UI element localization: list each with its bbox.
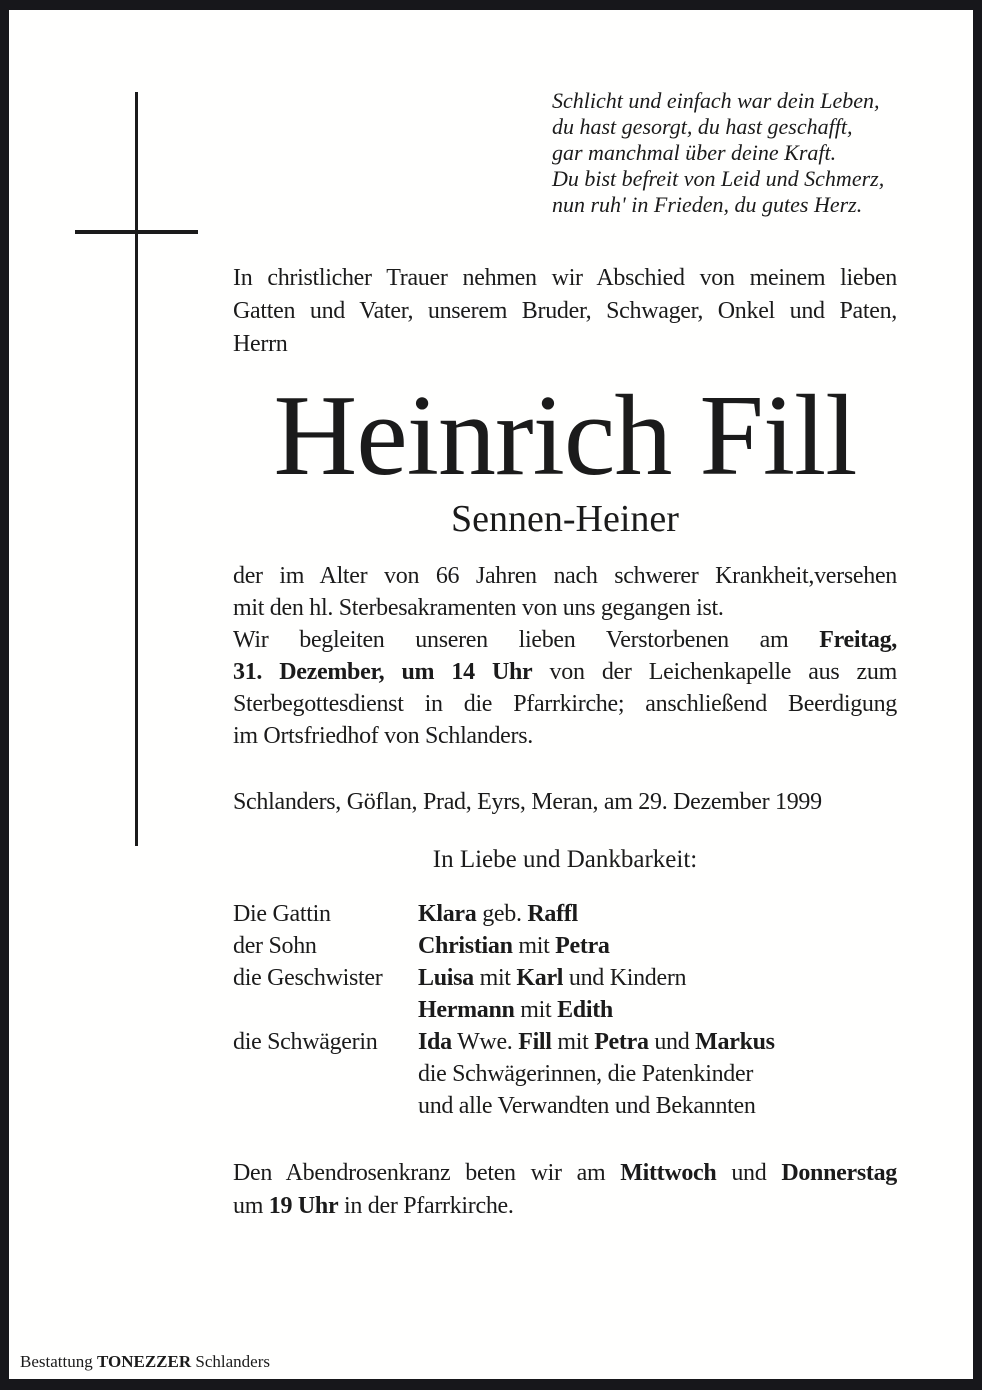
announcement-paragraph xyxy=(233,560,897,752)
mourner-relation-label: der Sohn xyxy=(233,933,317,959)
poem-line: gar manchmal über deine Kraft. xyxy=(552,140,837,165)
cross-vertical-bar xyxy=(135,92,138,846)
text-line: In christlicher Trauer nehmen wir Abschied von meinem lieben xyxy=(233,265,897,291)
mourner-row xyxy=(233,1026,897,1058)
mourner-names: und alle Verwandten und Bekannten xyxy=(418,1093,756,1119)
mourner-relation-label xyxy=(233,994,418,1026)
text-line: Wir begleiten unseren lieben Verstorbenen am Freitag, xyxy=(233,627,897,653)
cross-horizontal-bar xyxy=(75,230,198,234)
mourner-names: Hermann mit Edith xyxy=(418,997,613,1023)
mourner-row xyxy=(233,930,897,962)
gratitude-heading: In Liebe und Dankbarkeit: xyxy=(432,846,698,873)
deceased-name: Heinrich Fill xyxy=(273,372,857,500)
rosary-notice xyxy=(233,1157,897,1223)
mourner-row xyxy=(233,962,897,994)
text-line: Herrn xyxy=(233,331,288,357)
text-line: im Ortsfriedhof von Schlanders. xyxy=(233,723,533,749)
mourner-row xyxy=(233,994,897,1026)
mourner-names: Christian mit Petra xyxy=(418,933,610,959)
text-line: Den Abendrosenkranz beten wir am Mittwoch und Donnerstag xyxy=(233,1160,897,1186)
mourner-relation-label xyxy=(233,1090,418,1122)
mourner-relation-label: die Schwägerin xyxy=(233,1029,378,1055)
text-line: 31. Dezember, um 14 Uhr von der Leichenkapelle aus zum xyxy=(233,659,897,685)
mourner-row xyxy=(233,898,897,930)
poem-line: Du bist befreit von Leid und Schmerz, xyxy=(552,166,885,191)
places-date-line: Schlanders, Göflan, Prad, Eyrs, Meran, am 29. Dezember 1999 xyxy=(233,789,822,815)
funeral-home-credit: Bestattung TONEZZER Schlanders xyxy=(20,1352,270,1371)
text-line: Sterbegottesdienst in die Pfarrkirche; anschließend Beerdigung xyxy=(233,691,897,717)
text-line: um 19 Uhr in der Pfarrkirche. xyxy=(233,1193,514,1219)
mourner-relation-label: Die Gattin xyxy=(233,901,331,927)
mourners-list xyxy=(233,898,897,1122)
mourner-row xyxy=(233,1090,897,1122)
text-line: der im Alter von 66 Jahren nach schwerer Krankheit,versehen xyxy=(233,563,897,589)
mourner-relation-label: die Geschwister xyxy=(233,965,383,991)
poem-line: nun ruh' in Frieden, du gutes Herz. xyxy=(552,192,863,217)
mourner-row xyxy=(233,1058,897,1090)
mourner-names: Klara geb. Raffl xyxy=(418,901,578,927)
text-line: mit den hl. Sterbesakramenten von uns gegangen ist. xyxy=(233,595,724,621)
text-line: Gatten und Vater, unserem Bruder, Schwager, Onkel und Paten, xyxy=(233,298,897,324)
deceased-house-name: Sennen-Heiner xyxy=(451,498,679,540)
intro-paragraph xyxy=(233,262,897,361)
mourner-relation-label xyxy=(233,1058,418,1090)
memorial-poem xyxy=(552,88,884,218)
poem-line: Schlicht und einfach war dein Leben, xyxy=(552,88,880,113)
poem-line: du hast gesorgt, du hast geschafft, xyxy=(552,114,853,139)
mourner-names: Ida Wwe. Fill mit Petra und Markus xyxy=(418,1029,775,1055)
mourner-names: die Schwägerinnen, die Patenkinder xyxy=(418,1061,754,1087)
mourner-names: Luisa mit Karl und Kindern xyxy=(418,965,687,991)
